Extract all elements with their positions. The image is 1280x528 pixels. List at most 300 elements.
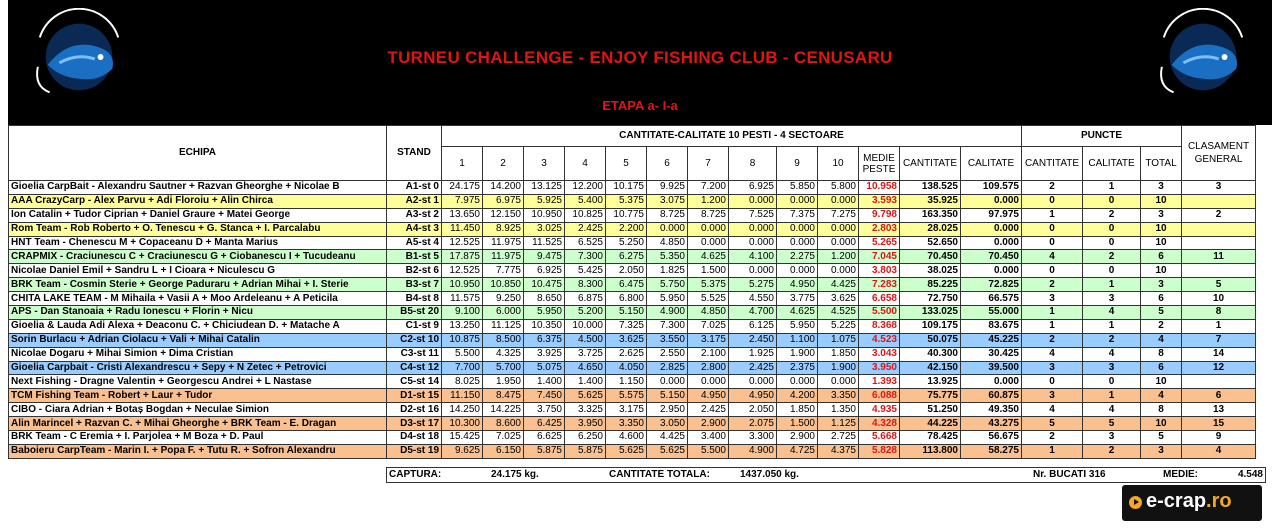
fish-weight-4: 3.325 <box>565 403 606 417</box>
stand-cell: B1-st 5 <box>387 250 442 264</box>
rank-cell: 1 <box>1182 319 1256 333</box>
fish-weight-9: 5.950 <box>777 319 818 333</box>
team-name: BRK Team - C Eremia + I. Parjolea + M Boza + D. Paul <box>9 431 387 445</box>
cantitate-cell: 40.300 <box>900 347 961 361</box>
fish-weight-8: 0.000 <box>729 264 777 278</box>
fish-weight-2: 8.600 <box>483 417 524 431</box>
points-calitate-cell: 5 <box>1083 417 1141 431</box>
cantitate-cell: 35.925 <box>900 194 961 208</box>
rank-cell: 8 <box>1182 306 1256 320</box>
page-title: TURNEU CHALLENGE - ENJOY FISHING CLUB - CENUSARU <box>387 48 893 67</box>
calitate-cell: 66.575 <box>961 292 1022 306</box>
team-name: CIBO - Ciara Adrian + Botaș Bogdan + Neculae Simion <box>9 403 387 417</box>
enjoy-fishing-club-logo-right <box>1154 8 1252 106</box>
rank-cell: 11 <box>1182 250 1256 264</box>
fish-weight-8: 0.000 <box>729 194 777 208</box>
fish-weight-4: 5.400 <box>565 194 606 208</box>
table-row <box>9 236 1256 250</box>
fish-weight-7: 1.200 <box>688 194 729 208</box>
points-total-cell: 8 <box>1141 347 1182 361</box>
medie-cell: 5.668 <box>859 431 900 445</box>
fish-weight-3: 3.025 <box>524 222 565 236</box>
fish-weight-3: 8.650 <box>524 292 565 306</box>
fish-weight-6: 4.425 <box>647 431 688 445</box>
fish-weight-7: 2.100 <box>688 347 729 361</box>
calitate-cell: 43.275 <box>961 417 1022 431</box>
fish-weight-1: 10.950 <box>442 278 483 292</box>
points-total-cell: 3 <box>1141 208 1182 222</box>
medie-label: MEDIE: <box>1163 469 1198 480</box>
points-calitate-cell: 0 <box>1083 375 1141 389</box>
cantitate-cell: 13.925 <box>900 375 961 389</box>
calitate-cell: 49.350 <box>961 403 1022 417</box>
fish-weight-2: 12.150 <box>483 208 524 222</box>
points-cantitate-cell: 1 <box>1022 208 1083 222</box>
fish-weight-2: 8.925 <box>483 222 524 236</box>
fish-weight-5: 2.625 <box>606 347 647 361</box>
fish-weight-10: 0.000 <box>818 264 859 278</box>
fish-weight-10: 7.275 <box>818 208 859 222</box>
points-cantitate-cell: 2 <box>1022 431 1083 445</box>
table-row <box>9 222 1256 236</box>
points-calitate-cell: 3 <box>1083 361 1141 375</box>
fish-weight-8: 4.700 <box>729 306 777 320</box>
fish-weight-10: 0.000 <box>818 222 859 236</box>
medie-cell: 4.328 <box>859 417 900 431</box>
fish-weight-8: 2.450 <box>729 333 777 347</box>
rank-cell: 4 <box>1182 444 1256 458</box>
fish-weight-4: 10.000 <box>565 319 606 333</box>
fish-weight-7: 5.375 <box>688 278 729 292</box>
col-header-fish-10: 10 <box>818 147 859 181</box>
fish-weight-1: 10.300 <box>442 417 483 431</box>
fish-weight-6: 3.550 <box>647 333 688 347</box>
stand-cell: B4-st 8 <box>387 292 442 306</box>
results-table <box>8 125 1256 459</box>
fish-weight-1: 12.525 <box>442 236 483 250</box>
fish-weight-4: 5.200 <box>565 306 606 320</box>
stage-title: ETAPA a- I-a <box>602 98 678 113</box>
fish-weight-6: 3.050 <box>647 417 688 431</box>
table-row <box>9 319 1256 333</box>
fish-weight-1: 15.425 <box>442 431 483 445</box>
team-name: HNT Team - Chenescu M + Copaceanu D + Manta Marius <box>9 236 387 250</box>
col-header-medie: MEDIE PESTE <box>859 147 900 181</box>
rank-cell <box>1182 375 1256 389</box>
fish-weight-9: 0.000 <box>777 222 818 236</box>
points-cantitate-cell: 0 <box>1022 375 1083 389</box>
fish-weight-4: 1.400 <box>565 375 606 389</box>
fish-weight-6: 4.900 <box>647 306 688 320</box>
fish-weight-10: 0.000 <box>818 194 859 208</box>
stand-cell: C4-st 12 <box>387 361 442 375</box>
brand-text: e-crap.ro <box>1146 490 1232 512</box>
fish-weight-7: 5.500 <box>688 444 729 458</box>
fish-weight-3: 10.350 <box>524 319 565 333</box>
points-total-cell: 6 <box>1141 361 1182 375</box>
points-total-cell: 10 <box>1141 417 1182 431</box>
fish-weight-10: 4.425 <box>818 278 859 292</box>
col-header-fish-8: 8 <box>729 147 777 181</box>
fish-weight-2: 7.025 <box>483 431 524 445</box>
points-total-cell: 10 <box>1141 194 1182 208</box>
calitate-cell: 0.000 <box>961 194 1022 208</box>
table-row <box>9 208 1256 222</box>
fish-weight-2: 6.000 <box>483 306 524 320</box>
points-calitate-cell: 4 <box>1083 403 1141 417</box>
points-total-cell: 6 <box>1141 292 1182 306</box>
calitate-cell: 0.000 <box>961 264 1022 278</box>
points-calitate-cell: 0 <box>1083 264 1141 278</box>
stand-cell: C1-st 9 <box>387 319 442 333</box>
rank-cell: 2 <box>1182 208 1256 222</box>
table-row <box>9 375 1256 389</box>
team-name: Rom Team - Rob Roberto + O. Tenescu + G. Stanca + I. Parcalabu <box>9 222 387 236</box>
stand-cell: D4-st 18 <box>387 431 442 445</box>
fish-weight-1: 8.025 <box>442 375 483 389</box>
points-total-cell: 6 <box>1141 250 1182 264</box>
points-total-cell: 10 <box>1141 222 1182 236</box>
fish-weight-8: 1.925 <box>729 347 777 361</box>
fish-weight-9: 2.275 <box>777 250 818 264</box>
fish-weight-4: 6.525 <box>565 236 606 250</box>
cantitate-cell: 50.075 <box>900 333 961 347</box>
rank-cell: 12 <box>1182 361 1256 375</box>
fish-weight-6: 5.625 <box>647 444 688 458</box>
stand-cell: A1-st 0 <box>387 181 442 195</box>
points-cantitate-cell: 1 <box>1022 444 1083 458</box>
fish-weight-7: 7.025 <box>688 319 729 333</box>
fish-weight-4: 12.200 <box>565 181 606 195</box>
fish-weight-3: 5.950 <box>524 306 565 320</box>
cantitate-cell: 28.025 <box>900 222 961 236</box>
calitate-cell: 0.000 <box>961 375 1022 389</box>
rank-cell <box>1182 236 1256 250</box>
table-row <box>9 292 1256 306</box>
points-calitate-cell: 2 <box>1083 444 1141 458</box>
medie-cell: 3.803 <box>859 264 900 278</box>
fish-weight-8: 4.950 <box>729 389 777 403</box>
team-name: Sorin Burlacu + Adrian Ciolacu + Vali + Mihai Catalin <box>9 333 387 347</box>
fish-weight-8: 2.050 <box>729 403 777 417</box>
fish-weight-8: 6.925 <box>729 181 777 195</box>
table-row <box>9 250 1256 264</box>
fish-weight-2: 11.125 <box>483 319 524 333</box>
calitate-cell: 83.675 <box>961 319 1022 333</box>
fish-weight-1: 11.150 <box>442 389 483 403</box>
fish-weight-2: 6.975 <box>483 194 524 208</box>
medie-cell: 8.368 <box>859 319 900 333</box>
fish-weight-3: 13.125 <box>524 181 565 195</box>
fish-weight-3: 6.425 <box>524 417 565 431</box>
col-header-points-total: TOTAL <box>1141 147 1182 181</box>
fish-weight-5: 2.200 <box>606 222 647 236</box>
fish-weight-5: 4.600 <box>606 431 647 445</box>
fish-weight-8: 4.900 <box>729 444 777 458</box>
fish-weight-5: 6.475 <box>606 278 647 292</box>
fish-weight-9: 2.375 <box>777 361 818 375</box>
fish-weight-9: 0.000 <box>777 375 818 389</box>
medie-cell: 6.088 <box>859 389 900 403</box>
medie-cell: 3.593 <box>859 194 900 208</box>
points-cantitate-cell: 2 <box>1022 181 1083 195</box>
fish-weight-8: 7.525 <box>729 208 777 222</box>
calitate-cell: 60.875 <box>961 389 1022 403</box>
points-calitate-cell: 3 <box>1083 292 1141 306</box>
points-calitate-cell: 1 <box>1083 278 1141 292</box>
fish-weight-10: 3.625 <box>818 292 859 306</box>
medie-cell: 3.043 <box>859 347 900 361</box>
col-group-points: PUNCTE <box>1022 126 1182 147</box>
fish-weight-6: 5.750 <box>647 278 688 292</box>
fish-weight-5: 5.150 <box>606 306 647 320</box>
fish-weight-1: 17.875 <box>442 250 483 264</box>
medie-cell: 7.045 <box>859 250 900 264</box>
fish-weight-6: 0.000 <box>647 222 688 236</box>
fish-weight-3: 9.475 <box>524 250 565 264</box>
fish-weight-2: 6.150 <box>483 444 524 458</box>
fish-weight-5: 10.175 <box>606 181 647 195</box>
medie-cell: 6.658 <box>859 292 900 306</box>
calitate-cell: 58.275 <box>961 444 1022 458</box>
points-cantitate-cell: 5 <box>1022 417 1083 431</box>
medie-cell: 5.265 <box>859 236 900 250</box>
points-cantitate-cell: 4 <box>1022 403 1083 417</box>
stand-cell: D3-st 17 <box>387 417 442 431</box>
fish-weight-2: 4.325 <box>483 347 524 361</box>
col-header-fish-4: 4 <box>565 147 606 181</box>
fish-weight-2: 14.200 <box>483 181 524 195</box>
fish-weight-7: 3.400 <box>688 431 729 445</box>
rank-cell: 6 <box>1182 389 1256 403</box>
cantitate-cell: 72.750 <box>900 292 961 306</box>
stand-cell: C2-st 10 <box>387 333 442 347</box>
fish-weight-1: 9.625 <box>442 444 483 458</box>
fish-weight-4: 3.725 <box>565 347 606 361</box>
cantitate-cell: 75.775 <box>900 389 961 403</box>
fish-weight-5: 10.775 <box>606 208 647 222</box>
table-row <box>9 389 1256 403</box>
calitate-cell: 30.425 <box>961 347 1022 361</box>
team-name: Gioelia CarpBait - Alexandru Sautner + Razvan Gheorghe + Nicolae B <box>9 181 387 195</box>
rank-cell: 7 <box>1182 333 1256 347</box>
fish-weight-9: 0.000 <box>777 236 818 250</box>
points-cantitate-cell: 3 <box>1022 389 1083 403</box>
cantitate-cell: 113.800 <box>900 444 961 458</box>
team-name: Ion Catalin + Tudor Ciprian + Daniel Graure + Matei George <box>9 208 387 222</box>
fish-weight-7: 2.800 <box>688 361 729 375</box>
fish-weight-1: 9.100 <box>442 306 483 320</box>
team-name: APS - Dan Stanoaia + Radu Ionescu + Florin + Nicu <box>9 306 387 320</box>
rank-cell: 5 <box>1182 278 1256 292</box>
rank-cell <box>1182 222 1256 236</box>
stand-cell: B2-st 6 <box>387 264 442 278</box>
fish-weight-1: 11.575 <box>442 292 483 306</box>
fish-weight-5: 5.575 <box>606 389 647 403</box>
points-calitate-cell: 1 <box>1083 319 1141 333</box>
fish-weight-9: 1.900 <box>777 347 818 361</box>
points-calitate-cell: 2 <box>1083 333 1141 347</box>
points-total-cell: 3 <box>1141 278 1182 292</box>
fish-weight-10: 5.800 <box>818 181 859 195</box>
col-header-calitate: CALITATE <box>961 147 1022 181</box>
fish-weight-3: 5.875 <box>524 444 565 458</box>
fish-weight-4: 5.425 <box>565 264 606 278</box>
fish-weight-6: 5.350 <box>647 250 688 264</box>
calitate-cell: 56.675 <box>961 431 1022 445</box>
stand-cell: A5-st 4 <box>387 236 442 250</box>
stand-cell: A2-st 1 <box>387 194 442 208</box>
fish-weight-8: 0.000 <box>729 222 777 236</box>
cantitate-cell: 51.250 <box>900 403 961 417</box>
points-cantitate-cell: 0 <box>1022 194 1083 208</box>
col-header-fish-5: 5 <box>606 147 647 181</box>
points-calitate-cell: 2 <box>1083 250 1141 264</box>
fish-weight-7: 5.525 <box>688 292 729 306</box>
fish-weight-1: 12.525 <box>442 264 483 278</box>
fish-weight-9: 4.950 <box>777 278 818 292</box>
points-total-cell: 3 <box>1141 181 1182 195</box>
fish-weight-5: 5.250 <box>606 236 647 250</box>
fish-weight-9: 1.850 <box>777 403 818 417</box>
fish-weight-4: 2.425 <box>565 222 606 236</box>
fish-weight-4: 6.250 <box>565 431 606 445</box>
points-calitate-cell: 0 <box>1083 194 1141 208</box>
total-value: 1437.050 kg. <box>740 469 799 480</box>
col-header-stand: STAND <box>387 126 442 181</box>
team-name: BRK Team - Cosmin Sterie + George Paduraru + Adrian Mihai + I. Sterie <box>9 278 387 292</box>
fish-weight-9: 4.725 <box>777 444 818 458</box>
fish-weight-5: 3.625 <box>606 333 647 347</box>
fish-weight-10: 1.850 <box>818 347 859 361</box>
table-row <box>9 444 1256 458</box>
team-name: CRAPMIX - Craciunescu C + Craciunescu G + Ciobanescu I + Tucudeanu <box>9 250 387 264</box>
fish-weight-10: 1.900 <box>818 361 859 375</box>
captura-value: 24.175 kg. <box>491 469 539 480</box>
fish-weight-3: 6.925 <box>524 264 565 278</box>
fish-weight-8: 3.300 <box>729 431 777 445</box>
fish-weight-4: 7.300 <box>565 250 606 264</box>
fish-weight-8: 0.000 <box>729 236 777 250</box>
table-row <box>9 306 1256 320</box>
total-label: CANTITATE TOTALA: <box>609 469 710 480</box>
medie-cell: 4.935 <box>859 403 900 417</box>
fish-weight-2: 7.775 <box>483 264 524 278</box>
team-name: Nicolae Dogaru + Mihai Simion + Dima Cristian <box>9 347 387 361</box>
fish-weight-3: 1.400 <box>524 375 565 389</box>
fish-weight-9: 4.625 <box>777 306 818 320</box>
fish-weight-5: 6.275 <box>606 250 647 264</box>
fish-weight-1: 7.975 <box>442 194 483 208</box>
points-total-cell: 4 <box>1141 389 1182 403</box>
header-banner <box>8 0 1272 125</box>
fish-weight-2: 11.975 <box>483 236 524 250</box>
fish-weight-6: 2.550 <box>647 347 688 361</box>
fish-weight-3: 5.075 <box>524 361 565 375</box>
stand-cell: A4-st 3 <box>387 222 442 236</box>
team-name: Nicolae Daniel Emil + Sandru L + I Cioara + Niculescu G <box>9 264 387 278</box>
results-body <box>9 181 1256 459</box>
team-name: Baboieru CarpTeam - Marin I. + Popa F. + Tutu R. + Sofron Alexandru <box>9 444 387 458</box>
fish-weight-3: 10.475 <box>524 278 565 292</box>
fish-weight-3: 10.950 <box>524 208 565 222</box>
points-cantitate-cell: 3 <box>1022 361 1083 375</box>
stand-cell: A3-st 2 <box>387 208 442 222</box>
summary-footer <box>386 467 1266 483</box>
fish-weight-1: 14.250 <box>442 403 483 417</box>
table-row <box>9 347 1256 361</box>
points-calitate-cell: 2 <box>1083 208 1141 222</box>
fish-weight-6: 1.825 <box>647 264 688 278</box>
fish-weight-10: 1.350 <box>818 403 859 417</box>
col-header-rank: CLASAMENT GENERAL <box>1182 126 1256 181</box>
points-cantitate-cell: 3 <box>1022 292 1083 306</box>
cantitate-cell: 163.350 <box>900 208 961 222</box>
points-cantitate-cell: 4 <box>1022 347 1083 361</box>
cantitate-cell: 78.425 <box>900 431 961 445</box>
fish-weight-9: 3.775 <box>777 292 818 306</box>
points-total-cell: 4 <box>1141 333 1182 347</box>
fish-weight-9: 0.000 <box>777 194 818 208</box>
fish-weight-7: 0.000 <box>688 222 729 236</box>
points-total-cell: 3 <box>1141 444 1182 458</box>
col-header-fish-9: 9 <box>777 147 818 181</box>
stand-cell: B5-st 20 <box>387 306 442 320</box>
points-total-cell: 2 <box>1141 319 1182 333</box>
medie-cell: 3.950 <box>859 361 900 375</box>
col-header-fish-3: 3 <box>524 147 565 181</box>
fish-weight-5: 5.625 <box>606 444 647 458</box>
fish-weight-10: 0.000 <box>818 236 859 250</box>
points-total-cell: 8 <box>1141 403 1182 417</box>
fish-weight-9: 7.375 <box>777 208 818 222</box>
points-cantitate-cell: 1 <box>1022 319 1083 333</box>
fish-weight-6: 2.950 <box>647 403 688 417</box>
fish-weight-4: 5.875 <box>565 444 606 458</box>
cantitate-cell: 44.225 <box>900 417 961 431</box>
col-header-fish-7: 7 <box>688 147 729 181</box>
fish-weight-9: 5.850 <box>777 181 818 195</box>
fish-weight-5: 6.800 <box>606 292 647 306</box>
points-calitate-cell: 1 <box>1083 181 1141 195</box>
medie-cell: 5.828 <box>859 444 900 458</box>
fish-weight-6: 2.825 <box>647 361 688 375</box>
points-cantitate-cell: 0 <box>1022 222 1083 236</box>
fish-weight-1: 24.175 <box>442 181 483 195</box>
fish-weight-4: 5.625 <box>565 389 606 403</box>
points-cantitate-cell: 1 <box>1022 306 1083 320</box>
table-row <box>9 181 1256 195</box>
team-name: Alin Marincel + Razvan C. + Mihai Gheorghe + BRK Team - E. Dragan <box>9 417 387 431</box>
fish-weight-10: 1.125 <box>818 417 859 431</box>
calitate-cell: 0.000 <box>961 236 1022 250</box>
fish-weight-1: 10.875 <box>442 333 483 347</box>
fish-weight-8: 4.550 <box>729 292 777 306</box>
ecrap-brand-logo[interactable] <box>1122 485 1262 521</box>
fish-weight-7: 4.850 <box>688 306 729 320</box>
rank-cell: 15 <box>1182 417 1256 431</box>
fish-weight-3: 11.525 <box>524 236 565 250</box>
table-row <box>9 194 1256 208</box>
fish-weight-7: 4.950 <box>688 389 729 403</box>
points-cantitate-cell: 0 <box>1022 264 1083 278</box>
fish-weight-10: 3.350 <box>818 389 859 403</box>
fish-weight-6: 4.850 <box>647 236 688 250</box>
fish-weight-2: 1.950 <box>483 375 524 389</box>
calitate-cell: 97.975 <box>961 208 1022 222</box>
fish-weight-6: 9.925 <box>647 181 688 195</box>
fish-weight-4: 10.825 <box>565 208 606 222</box>
